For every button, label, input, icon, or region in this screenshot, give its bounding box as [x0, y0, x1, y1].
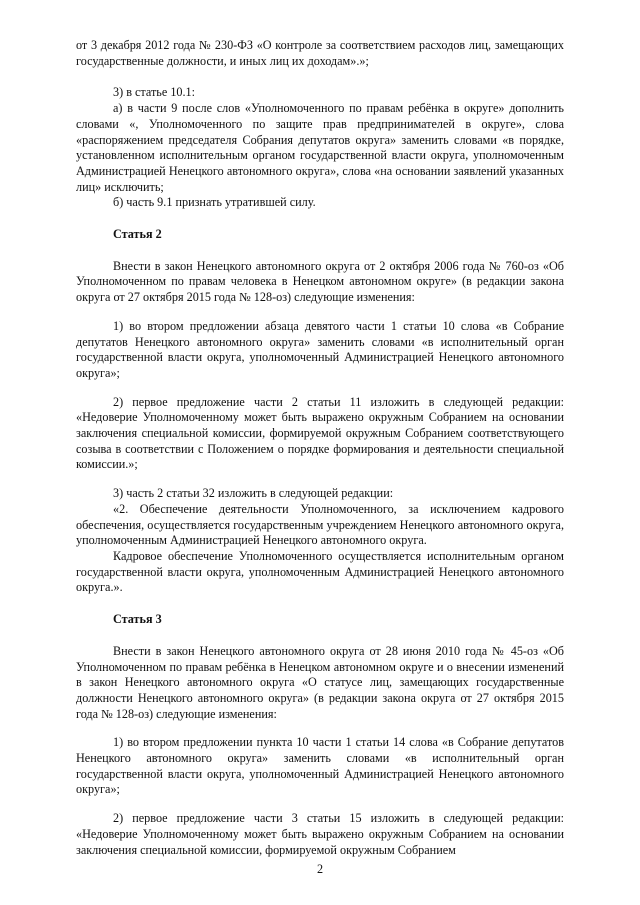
article-heading: Статья 2 [113, 227, 162, 242]
paragraph: б) часть 9.1 признать утратившей силу. [113, 195, 316, 210]
paragraph: «2. Обеспечение деятельности Уполномоченного, за исключением кадрового обеспечения, осуществляется государственным учреждением Ненецкого автономного округа, уполномоченным Администрацией Ненецкого автономного округа. [76, 501, 564, 548]
paragraph: 3) в статье 10.1: [113, 85, 196, 100]
article-heading: Статья 3 [113, 612, 162, 627]
paragraph: 2) первое предложение части 2 статьи 11 изложить в следующей редакции: «Недоверие Уполномоченному может быть выражено окружным Собранием на основании заключения специальной комиссии, формируемой окружным Собранием соответствующего созыва в соответствии с Положением о порядке формирования и деятельности специальной комиссии.»; [76, 394, 564, 472]
paragraph: 1) во втором предложении пункта 10 части 1 статьи 14 слова «в Собрание депутатов Ненецкого автономного округа» заменить словами «в исполнительный орган государственной власти округа, уполномоченный Администрацией Ненецкого автономного округа»; [76, 735, 564, 797]
paragraph: от 3 декабря 2012 года № 230-ФЗ «О контроле за соответствием расходов лиц, замещающих государственные должности, и иных лиц их доходам».»; [76, 38, 564, 68]
paragraph: 1) во втором предложении абзаца девятого части 1 статьи 10 слова «в Собрание депутатов Ненецкого автономного округа» заменить словами «в исполнительный орган государственной власти округа, уполномоченный Администрацией Ненецкого автономного округа»; [76, 318, 564, 380]
paragraph: Внести в закон Ненецкого автономного округа от 28 июня 2010 года № 45-оз «Об Уполномоченном по правам ребёнка в Ненецком автономном округе и о внесении изменений в закон Ненецкого автономного округа «О статусе лиц, замещающих государственные должности Ненецкого автономного округа» (в редакции закона округа от 27 октября 2015 года № 128-оз) следующие изменения: [76, 643, 564, 721]
paragraph: а) в части 9 после слов «Уполномоченного по правам ребёнка в округе» дополнить словами «, Уполномоченного по защите прав предпринимателей в округе», слова «распоряжением председателя Собрания депутатов округа» заменить словами «в порядке, установленном исполнительным органом государственной власти округа, уполномоченным Администрацией Ненецкого автономного округа», слова «на основании заявлений указанных лиц» исключить; [76, 101, 564, 194]
paragraph: 2) первое предложение части 3 статьи 15 изложить в следующей редакции: «Недоверие Уполномоченному может быть выражено окружным Собранием на основании заключения специальной комиссии, формируемой окружным Собранием [76, 811, 564, 857]
paragraph: 3) часть 2 статьи 32 изложить в следующей редакции: [113, 486, 394, 501]
paragraph: Кадровое обеспечение Уполномоченного осуществляется исполнительным органом государственной власти округа, уполномоченным Администрацией Ненецкого автономного округа.». [76, 548, 564, 595]
page-number: 2 [316, 862, 324, 876]
paragraph: Внести в закон Ненецкого автономного округа от 2 октября 2006 года № 760-оз «Об Уполномоченном по правам человека в Ненецком автономном округе» (в редакции закона округа от 27 октября 2015 года № 128-оз) следующие изменения: [76, 258, 564, 305]
